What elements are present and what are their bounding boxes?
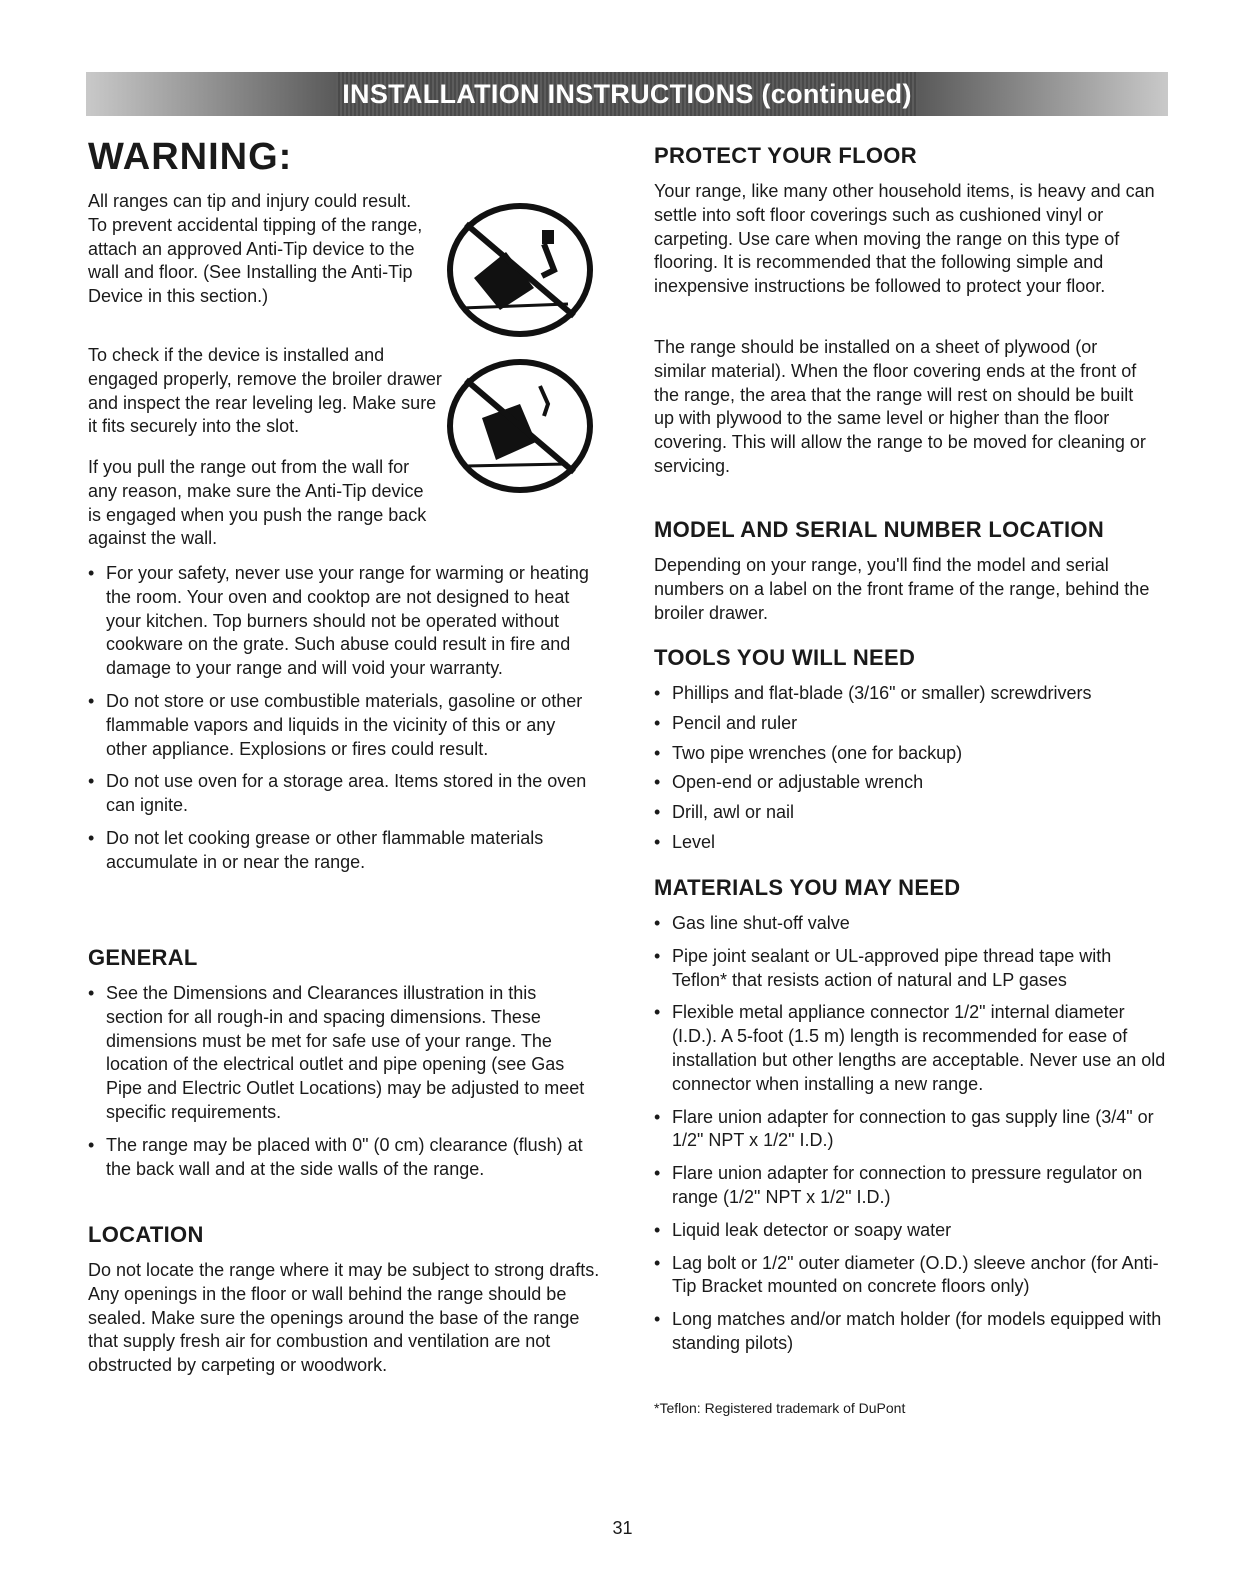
tools-list [654, 682, 1169, 855]
list-item: • Long matches and/or match holder (for models equipped with standing pilots) [654, 1308, 1169, 1356]
banner-title: INSTALLATION INSTRUCTIONS (continued) [342, 78, 912, 109]
list-item: • Pencil and ruler [654, 712, 1169, 736]
list-item: • Do not store or use combustible materials, gasoline or other flammable vapors and liquids in the vicinity of this or any other appliance. Explosions or fires could result. [88, 690, 598, 761]
no-tipping-icon [444, 356, 596, 496]
warning-paragraph-3: If you pull the range out from the wall for any reason, make sure the Anti-Tip device is engaged when you push the range back against the wall. [88, 457, 427, 549]
list-item: • See the Dimensions and Clearances illustration in this section for all rough-in and spacing dimensions. These dimensions must be met for safe use of your range. The location of the electrical outlet and pipe opening (see Gas Pipe and Electric Outlet Locations) may be adjusted to meet specific requirements. [88, 982, 598, 1125]
general-heading: GENERAL [88, 945, 198, 970]
list-item: • Flare union adapter for connection to pressure regulator on range (1/2" NPT x 1/2" I.D.) [654, 1162, 1169, 1210]
materials-heading: MATERIALS YOU MAY NEED [654, 875, 961, 900]
list-item: • For your safety, never use your range for warming or heating the room. Your oven and cooktop are not designed to heat your kitchen. Top burners should not be operated without cookware on the grate. Such abuse could result in fire and damage to your range and will void your warranty. [88, 562, 598, 681]
list-item: • Level [654, 831, 1169, 855]
list-item: • Phillips and flat-blade (3/16" or smaller) screwdrivers [654, 682, 1169, 706]
protect-floor-heading: PROTECT YOUR FLOOR [654, 143, 917, 168]
list-item: • Liquid leak detector or soapy water [654, 1219, 1169, 1243]
location-heading: LOCATION [88, 1222, 204, 1247]
general-bullet-list [88, 982, 598, 1181]
list-item: • Drill, awl or nail [654, 801, 1169, 825]
protect-floor-paragraph-1: Your range, like many other household items, is heavy and can settle into soft floor coverings such as cushioned vinyl or carpeting. Use care when moving the range on this type of flooring. It is recommended that the following simple and inexpensive instructions be followed to protect your floor. [654, 181, 1155, 297]
warning-title: WARNING: [88, 136, 293, 178]
list-item: • Lag bolt or 1/2" outer diameter (O.D.) sleeve anchor (for Anti-Tip Bracket mounted on concrete floors only) [654, 1252, 1169, 1300]
list-item: • Do not let cooking grease or other flammable materials accumulate in or near the range. [88, 827, 598, 875]
warning-paragraph-2: To check if the device is installed and engaged properly, remove the broiler drawer and inspect the rear leveling leg. Make sure it fits securely into the slot. [88, 345, 442, 437]
list-item: • The range may be placed with 0" (0 cm) clearance (flush) at the back wall and at the side walls of the range. [88, 1134, 598, 1182]
list-item: • Flare union adapter for connection to gas supply line (3/4" or 1/2" NPT x 1/2" I.D.) [654, 1106, 1169, 1154]
list-item: • Two pipe wrenches (one for backup) [654, 742, 1169, 766]
materials-list [654, 912, 1169, 1356]
protect-floor-paragraph-2: The range should be installed on a sheet of plywood (or similar material). When the floor covering ends at the front of the range, the area that the range will rest on should be built up with plywood to the same level or higher than the floor covering. This will allow the range to be moved for cleaning or servicing. [654, 337, 1146, 476]
warning-paragraph-1: All ranges can tip and injury could result. To prevent accidental tipping of the range, attach an approved Anti-Tip device to the wall and floor. (See Installing the Anti-Tip Device in this section.) [88, 191, 423, 307]
model-serial-text: Depending on your range, you'll find the model and serial numbers on a label on the front frame of the range, behind the broiler drawer. [654, 555, 1150, 623]
list-item: • Do not use oven for a storage area. Items stored in the oven can ignite. [88, 770, 598, 818]
list-item: • Gas line shut-off valve [654, 912, 1169, 936]
location-text: Do not locate the range where it may be subject to strong drafts. Any openings in the floor or wall behind the range should be sealed. Make sure the openings around the base of the range that supply fresh air for combustion and ventilation are not obstructed by carpeting or woodwork. [88, 1260, 600, 1376]
no-tipping-icon [444, 200, 596, 340]
section-banner [86, 72, 1168, 116]
list-item: • Open-end or adjustable wrench [654, 771, 1169, 795]
model-serial-heading: MODEL AND SERIAL NUMBER LOCATION [654, 517, 1105, 542]
list-item: • Pipe joint sealant or UL-approved pipe thread tape with Teflon* that resists action of natural and LP gases [654, 945, 1169, 993]
page-number: 31 [612, 1518, 633, 1538]
trademark-footnote: *Teflon: Registered trademark of DuPont [654, 1400, 906, 1416]
list-item: • Flexible metal appliance connector 1/2" internal diameter (I.D.). A 5-foot (1.5 m) length is recommended for ease of installation but other lengths are acceptable. Never use an old connector when installing a new range. [654, 1001, 1169, 1096]
warning-bullet-list [88, 562, 598, 875]
tools-heading: TOOLS YOU WILL NEED [654, 645, 916, 670]
